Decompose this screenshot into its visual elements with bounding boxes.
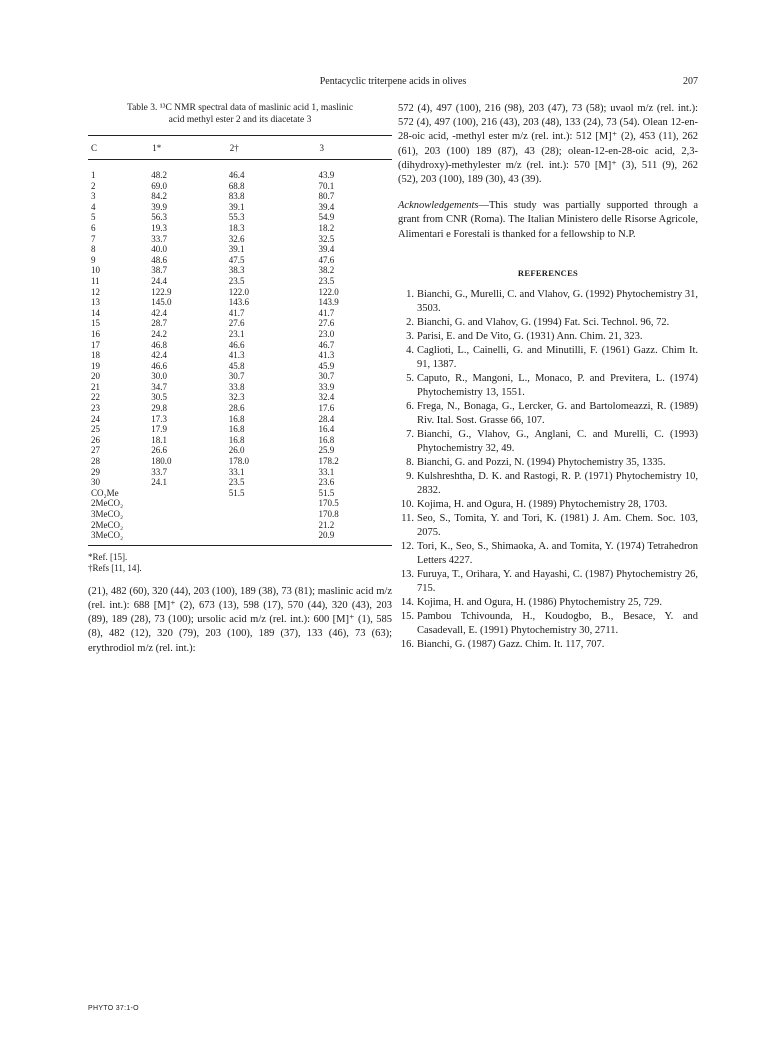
table-cell: 32.4: [318, 392, 335, 403]
right-body-text: 572 (4), 497 (100), 216 (98), 203 (47), 73 (58); uvaol m/z (rel. int.): 572 (4), 497 (100), 216 (43), 203 (48), 133 (24), 73 (54). Olean 12-en-28-oic acid, -methyl ester m/z (rel. int.): 512 [M]⁺ (2), 453 (11), 262 (61), 203 (100) 189 (87), 43 (28); olean-12-en-28-oic acid, 2,3-(dihydroxy)-methylester m/z (rel. int.): 570 [M]⁺ (3), 511 (9), 262 (52), 203 (100), 189 (30), 43 (39).: [398, 103, 698, 186]
table-cell: 27: [91, 445, 100, 456]
table-cell: 16.8: [318, 434, 335, 445]
reference-number: 5.: [406, 372, 414, 384]
table-cell: 30.7: [228, 371, 245, 382]
table-cell: 26: [91, 434, 100, 445]
table-cell: [151, 520, 229, 531]
reference-text: Frega, N., Bonaga, G., Lercker, G. and Bartolomeazzi, R. (1989) Riv. Ital. Sost. Grasse 66, 107.: [417, 400, 698, 426]
table-cell: CO₂Me: [91, 487, 119, 498]
reference-number: 10.: [400, 498, 414, 510]
table-cell: 23.5: [318, 275, 335, 286]
table-cell: 33.7: [151, 466, 167, 477]
table-cell: 122.9: [151, 286, 172, 297]
table-cell: 41.3: [318, 350, 335, 361]
table-header-row: [88, 136, 392, 160]
table-cell: 143.6: [228, 297, 249, 308]
table-cell: 38.7: [151, 265, 167, 276]
table-body: [88, 160, 392, 546]
col-header-1: 1*: [152, 142, 162, 153]
reference-text: Seo, S., Tomita, Y. and Tori, K. (1981) J. Am. Chem. Soc. 103, 2075.: [417, 512, 698, 538]
table-row: [88, 403, 392, 414]
table-cell: 48.6: [151, 254, 167, 265]
table-cell: 21: [91, 381, 100, 392]
table-cell: 30.7: [318, 371, 335, 382]
table-cell: 21.2: [318, 519, 335, 530]
table-cell: 122.0: [318, 286, 339, 297]
table-cell: 39.1: [228, 244, 245, 255]
table-cell: 38.2: [318, 265, 335, 276]
reference-item: [398, 596, 698, 610]
table-cell: 122.0: [228, 286, 249, 297]
reference-text: Bianchi, G., Murelli, C. and Vlahov, G. (1992) Phytochemistry 31, 3503.: [417, 288, 698, 314]
table-cell: 13: [91, 297, 100, 308]
table-cell: 46.4: [228, 170, 245, 180]
table-cell: 23.1: [228, 328, 245, 339]
reference-number: 1.: [406, 288, 414, 300]
reference-number: 13.: [400, 568, 414, 580]
reference-text: Bianchi, G. and Vlahov, G. (1994) Fat. Sci. Technol. 96, 72.: [417, 316, 670, 328]
table-cell: 28: [91, 456, 100, 467]
table-cell: [229, 498, 319, 509]
table-row: [88, 392, 392, 403]
table-cell: 41.7: [228, 307, 245, 318]
table-cell: 170.8: [318, 509, 339, 519]
table-cell: 18: [91, 350, 100, 361]
reference-number: 9.: [406, 470, 414, 482]
reference-item: [398, 372, 698, 400]
table-row: [88, 530, 392, 545]
reference-number: 7.: [406, 428, 414, 440]
table-cell: 16.8: [228, 413, 245, 424]
table-cell: 2: [91, 180, 96, 191]
table-cell: 41.3: [228, 350, 245, 361]
table-cell: 17: [91, 339, 100, 350]
table-cell: 33.7: [151, 233, 167, 244]
table-row: [88, 308, 392, 319]
table-row: [88, 477, 392, 488]
table-cell: 56.3: [151, 212, 167, 223]
table-cell: 40.0: [151, 244, 167, 255]
reference-item: [398, 470, 698, 498]
table-cell: 83.8: [228, 191, 245, 202]
table-cell: 55.3: [228, 212, 245, 223]
footnote-ref-2: †Refs [11, 14].: [88, 562, 142, 573]
table-row: [88, 509, 392, 520]
running-header: [88, 76, 698, 90]
table-cell: 24.4: [151, 275, 167, 286]
table-cell: 39.1: [228, 201, 245, 212]
reference-number: 14.: [400, 596, 414, 608]
table-cell: 27.6: [228, 318, 245, 329]
table-row: [88, 297, 392, 308]
reference-text: Caputo, R., Mangoni, L., Monaco, P. and Previtera, L. (1974) Phytochemistry 13, 1551.: [417, 372, 698, 398]
table-row: [88, 340, 392, 351]
reference-text: Furuya, T., Orihara, Y. and Hayashi, C. (1987) Phytochemistry 26, 715.: [417, 568, 698, 594]
table-row: [88, 212, 392, 223]
table-cell: 3MeCO₂: [91, 509, 124, 519]
table-cell: 23.0: [318, 328, 335, 339]
table-cell: 4: [91, 201, 96, 212]
table-cell: 18.3: [228, 222, 245, 233]
table-cell: 32.6: [228, 233, 245, 244]
table-cell: 39.9: [151, 201, 167, 212]
table-cell: 8: [91, 244, 96, 255]
table-cell: 3MeCO₂: [91, 530, 124, 541]
table-cell: 16.8: [228, 424, 245, 435]
table-cell: 178.0: [228, 456, 249, 467]
table-cell: 22: [91, 392, 100, 403]
reference-text: Bianchi, G., Vlahov, G., Anglani, C. and Murelli, C. (1993) Phytochemistry 32, 49.: [417, 428, 698, 454]
table-cell: 18.2: [318, 222, 335, 233]
table-footnotes: [88, 552, 392, 574]
table-cell: 46.8: [151, 339, 167, 350]
table-cell: 23.5: [228, 477, 245, 488]
table-cell: 18.1: [151, 434, 167, 445]
acknowledgements: [398, 199, 698, 242]
table-cell: 68.8: [228, 180, 245, 191]
reference-item: [398, 512, 698, 540]
table-row: [88, 382, 392, 393]
table-cell: 9: [91, 254, 96, 265]
reference-number: 4.: [406, 344, 414, 356]
table-row: [88, 435, 392, 446]
table-cell: 28.6: [228, 403, 245, 414]
table-cell: [151, 530, 229, 545]
reference-text: Kulshreshtha, D. K. and Rastogi, R. P. (1971) Phytochemistry 10, 2832.: [417, 470, 698, 496]
nmr-table: [88, 135, 392, 546]
table-cell: 46.7: [318, 339, 335, 350]
reference-item: [398, 316, 698, 330]
table-cell: 42.4: [151, 350, 167, 361]
reference-item: [398, 540, 698, 568]
table-row: [88, 191, 392, 202]
page-number: 207: [683, 76, 698, 87]
right-column: [398, 102, 698, 652]
table-row: [88, 181, 392, 192]
reference-item: [398, 400, 698, 428]
table-cell: 20.9: [318, 530, 335, 541]
table-cell: 46.6: [151, 360, 167, 371]
table-cell: 47.5: [228, 254, 245, 265]
references-title: REFERENCES: [517, 267, 579, 278]
table-cell: 19: [91, 360, 100, 371]
table-row: [88, 202, 392, 213]
reference-item: [398, 638, 698, 652]
table-cell: 42.4: [151, 307, 167, 318]
table-cell: 24.2: [151, 328, 167, 339]
table-cell: 39.4: [318, 244, 335, 255]
table-cell: 17.3: [151, 413, 167, 424]
table-row: [88, 520, 392, 531]
table-cell: 7: [91, 233, 96, 244]
table-cell: 32.5: [318, 233, 335, 244]
table-row: [88, 488, 392, 499]
table-cell: 39.4: [318, 201, 335, 212]
table-cell: 25.9: [318, 445, 335, 456]
table-cell: [151, 498, 229, 509]
table-cell: 30.5: [151, 392, 167, 403]
table-cell: 24: [91, 413, 100, 424]
table-cell: 69.0: [151, 180, 167, 191]
table-cell: 16.4: [318, 424, 335, 435]
table-cell: 26.0: [228, 445, 245, 456]
reference-number: 12.: [400, 540, 414, 552]
table-cell: 6: [91, 222, 96, 233]
table-cell: 54.9: [318, 212, 335, 223]
table-cell: 25: [91, 424, 100, 435]
table-row: [88, 265, 392, 276]
table-row: [88, 467, 392, 478]
table-row: [88, 361, 392, 372]
table-cell: 2MeCO₂: [91, 519, 124, 530]
footnote-ref-1: *Ref. [15].: [88, 551, 128, 562]
reference-text: Pambou Tchivounda, H., Koudogbo, B., Besace, Y. and Casadevall, E. (1991) Phytochemistry 30, 2711.: [417, 610, 698, 636]
table-row: [88, 498, 392, 509]
table-row: [88, 244, 392, 255]
table-cell: 30: [91, 477, 100, 488]
left-column: [88, 102, 392, 656]
table-cell: 80.7: [318, 191, 335, 202]
table-cell: 16: [91, 328, 100, 339]
table-cell: 15: [91, 318, 100, 329]
reference-item: [398, 568, 698, 596]
reference-text: Bianchi, G. and Pozzi, N. (1994) Phytochemistry 35, 1335.: [417, 456, 666, 468]
table-cell: 5: [91, 212, 96, 223]
table-cell: 33.1: [228, 466, 245, 477]
table-cell: 11: [91, 275, 100, 286]
table-cell: 3: [91, 191, 96, 202]
table-cell: 70.1: [318, 180, 335, 191]
table-cell: 23: [91, 403, 100, 414]
reference-text: Parisi, E. and De Vito, G. (1931) Ann. Chim. 21, 323.: [417, 330, 643, 342]
table-cell: 12: [91, 286, 100, 297]
table-cell: 32.3: [228, 392, 245, 403]
page-footer: PHYTO 37:1-O: [88, 1005, 139, 1012]
table-row: [88, 234, 392, 245]
table-cell: 24.1: [151, 477, 167, 488]
reference-text: Caglioti, L., Cainelli, G. and Minutilli, F. (1961) Gazz. Chim It. 91, 1387.: [417, 344, 698, 370]
table-cell: 17.9: [151, 424, 167, 435]
table-cell: [229, 520, 319, 531]
table-row: [88, 160, 392, 181]
table-cell: [151, 488, 229, 499]
col-header-c: C: [91, 142, 98, 153]
table-cell: 1: [91, 170, 96, 180]
table-row: [88, 329, 392, 340]
running-title: Pentacyclic triterpene acids in olives: [319, 76, 467, 87]
table-row: [88, 371, 392, 382]
table-cell: 10: [91, 265, 100, 276]
table-caption-line2: acid methyl ester 2 and its diacetate 3: [168, 115, 312, 125]
table-cell: 28.4: [318, 413, 335, 424]
reference-item: [398, 610, 698, 638]
table-row: [88, 287, 392, 298]
table-row: [88, 456, 392, 467]
table-cell: [229, 509, 319, 520]
table-cell: [151, 509, 229, 520]
table-row: [88, 255, 392, 266]
table-cell: 170.5: [318, 498, 339, 509]
table-cell: 46.6: [228, 339, 245, 350]
col-header-3: 3: [319, 142, 325, 153]
table-cell: 29: [91, 466, 100, 477]
table-cell: 26.6: [151, 445, 167, 456]
table-cell: 180.0: [151, 456, 172, 467]
left-body-text: (21), 482 (60), 320 (44), 203 (100), 189 (38), 73 (81); maslinic acid m/z (rel. int.): 688 [M]⁺ (2), 673 (13), 598 (17), 570 (44), 320 (43), 203 (89), 189 (28), 73 (100); ursolic acid m/z (rel. int.): 600 [M]⁺ (1), 585 (8), 482 (12), 320 (79), 203 (100), 189 (37), 133 (46), 73 (63); erythrodiol m/z (rel. int.):: [88, 585, 392, 654]
reference-text: Kojima, H. and Ogura, H. (1989) Phytochemistry 28, 1703.: [417, 498, 668, 510]
table-cell: 145.0: [151, 297, 172, 308]
table-cell: 51.5: [228, 487, 245, 498]
table-caption: [88, 102, 392, 126]
table-cell: 27.6: [318, 318, 335, 329]
reference-number: 2.: [406, 316, 414, 328]
table-cell: 20: [91, 371, 100, 382]
table-row: [88, 424, 392, 435]
table-cell: 43.9: [318, 170, 335, 180]
table-cell: 30.0: [151, 371, 167, 382]
reference-text: Tori, K., Seo, S., Shimaoka, A. and Tomita, Y. (1974) Tetrahedron Letters 4227.: [417, 540, 698, 566]
table-cell: 17.6: [318, 403, 335, 414]
reference-number: 3.: [406, 330, 414, 342]
reference-number: 16.: [400, 638, 414, 650]
reference-text: Bianchi, G. (1987) Gazz. Chim. It. 117, 707.: [417, 638, 605, 650]
table-row: [88, 318, 392, 329]
reference-item: [398, 344, 698, 372]
table-cell: 41.7: [318, 307, 335, 318]
table-cell: 33.9: [318, 381, 335, 392]
references-list: [398, 288, 698, 652]
col-header-2: 2†: [229, 142, 239, 153]
table-cell: 48.2: [151, 170, 167, 180]
table-cell: [229, 530, 319, 545]
table-cell: 143.9: [318, 297, 339, 308]
table-cell: 19.3: [151, 222, 167, 233]
table-cell: 14: [91, 307, 100, 318]
table-cell: 16.8: [228, 434, 245, 445]
reference-item: [398, 288, 698, 316]
table-cell: 28.7: [151, 318, 167, 329]
reference-number: 8.: [406, 456, 414, 468]
table-cell: 29.8: [151, 403, 167, 414]
table-cell: 23.6: [318, 477, 335, 488]
table-cell: 34.7: [151, 381, 167, 392]
reference-number: 6.: [406, 400, 414, 412]
table-cell: 33.8: [228, 381, 245, 392]
reference-item: [398, 498, 698, 512]
reference-item: [398, 330, 698, 344]
reference-item: [398, 456, 698, 470]
table-row: [88, 350, 392, 361]
table-cell: 38.3: [228, 265, 245, 276]
table-row: [88, 223, 392, 234]
table-cell: 2MeCO₂: [91, 498, 124, 509]
table-row: [88, 414, 392, 425]
acknowledgements-text: —This study was partially supported through a grant from CNR (Roma). The Italian Ministero delle Risorse Agricole, Alimentari e Forestali is thanked for a fellowship to N.P.: [398, 200, 698, 240]
table-cell: 47.6: [318, 254, 335, 265]
table-cell: 23.5: [228, 275, 245, 286]
reference-number: 11.: [401, 512, 414, 524]
table-cell: 45.9: [318, 360, 335, 371]
reference-text: Kojima, H. and Ogura, H. (1986) Phytochemistry 25, 729.: [417, 596, 662, 608]
table-caption-line1: Table 3. ¹³C NMR spectral data of maslinic acid 1, maslinic: [126, 103, 354, 113]
table-cell: 33.1: [318, 466, 335, 477]
reference-item: [398, 428, 698, 456]
table-cell: 51.5: [318, 487, 335, 498]
reference-number: 15.: [400, 610, 414, 622]
table-row: [88, 445, 392, 456]
table-cell: 84.2: [151, 191, 167, 202]
table-cell: 178.2: [318, 456, 339, 467]
table-row: [88, 276, 392, 287]
table-cell: 45.8: [228, 360, 245, 371]
acknowledgements-lead: Acknowledgements: [398, 200, 479, 212]
